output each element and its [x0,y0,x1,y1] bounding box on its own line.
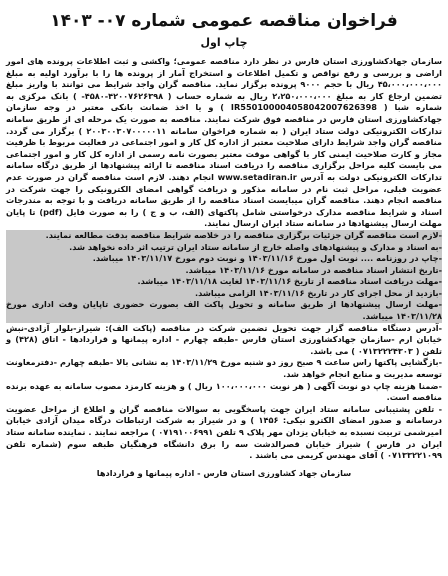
notice-intro-paragraph: سازمان جهادکشاورزی استان فارس در نظر دارد مناقصه عمومی؛ واکشی و ثبت اطلاعات پرونده های امور اراضی و بررسی و رفع نواقص و تکمیل اطلاعات و استخراج آمار از پرونده ها را با برآورد اولیه به مبلغ ۴۵،۰۰۰،۰۰۰،۰۰۰ ریال با حجم ۹۰۰۰ پرونده برگزار نماید. مناقصه گران واجد شرایط می توانند با واریز مبلغ تضمین ارجاع کار به مبلغ ۲،۲۵۰،۰۰۰،۰۰۰ ریال به شماره حساب ( ۴۲۰۰۷۶۲۶۳۹۸-۴۵۸۰- ) بانک مرکزی به شماره شبا ( IR550100004058042007626398 ) و یا اخذ ضمانت بانکی معتبر در وجه سازمان جهادکشاورزی استان فارس در مناقصه فوق شرکت نمایند. مناقصه به صورت یک مرحله ای از طریق سامانه تدارکات الکترونیکی دولت ستاد ایران ( به شماره فراخوان سامانه ۲۰۰۳۰۰۳۰۷۰۰۰۰۰۱۱ ) برگزار می گردد. مناقصه گران واجد شرایط دارای صلاحیت معتبر از اداره کل کار و امور اجتماعی در فعالیت مربوط با ظرفیت مجاز و کارت صلاحیت ایمنی کار با گواهی موقت معتبر بصورت نامه رسمی از اداره کل کار و امور اجتماعی می بایست کلیه مراحل برگزاری مناقصه را دریافت اسناد مناقصه تا ارائه پیشنهادها از طریق درگاه سامانه تدارکات الکترونیکی دولت به آدرس www.setadiran.ir انجام دهند. لازم است مناقصه گران در صورت عدم عضویت قبلی، مراحل ثبت نام در سامانه مذکور و دریافت گواهی امضای الکترونیکی را جهت شرکت در مناقصه انجام دهند. مناقصه گران میبایست اسناد مناقصه را از طریق سامانه دریافت و با توجه به مندرجات اسناد و شرایط مناقصه مدارک درخواستی شامل پاکتهای (الف، ب و ج ) را به صورت فایل (pdf) تا پایان مهلت ارسال پیشنهادها در سامانه ستاد ایران ارسال نمایند. [6,56,443,229]
notice-item: - تلفن پشتیبانی سامانه ستاد ایران جهت پاسخگویی به سوالات مناقصه گران و اطلاع از مراحل عضویت درسامانه و صدور امضای الکترو نیکی: ۱۴۵۶ ) و در شیراز به شرکت ارتباطات درگاه میدان آزادی خیابان امیرشمی تربیت نسبده به خیابان یزدان مهر پلاک ۹ تلفن ۰۷۱۹۱۰۰۶۹۹۱ ) مراجعه نمایند . نماینده سامانه ستاد ایران در فارس ) شیراز خیابان قصرالدشت سه را برق دانشگاه فرهنگیان طبقه سوم (شماره تلفن ۰۷۱۳۳۲۲۱۰۹۹ ) آقای مهندس کریمی می باشند . [6,403,442,461]
notice-item: -آدرس دستگاه مناقصه گزار جهت تحویل تضمین شرکت در مناقصه (پاکت الف): شیراز-بلوار آزادی-نبش خیابان ارم -سازمان جهادکشاورزی استان فارس -طبقه چهارم - اداره پیمانها و قراردادها - اتاق (۴۲۸) و تلفن ( ۰۷۱۳۲۲۲۴۳۰۳ ) می باشد. [6,322,442,356]
notice-footer: سازمان جهاد کشاورزی استان فارس - اداره پیمانها و قراردادها [96,467,352,478]
notice-item: -مهلت ارسال پیشنهادها از طریق سامانه و تحویل پاکت الف بصورت حضوری تاپایان وقت اداری مورخ ۱۴۰۳/۱۱/۲۸ میباشد. [6,299,442,322]
notice-item: -چاپ در روزنامه .... نوبت اول مورخ ۱۴۰۳/۱۱/۱۶ و نوبت دوم مورخ ۱۴۰۳/۱۱/۱۷ میباشد. [6,253,442,265]
notice-item: -مهلت دریافت اسناد مناقصه از تاریخ ۱۴۰۳/۱۱/۱۶ لغایت ۱۴۰۳/۱۱/۱۸ میباشد. [6,276,442,288]
notice-item: -لازم است مناقصه گران جزئیات برگزاری مناقصه را در خلاصه شرایط مناقصه بدقت مطالعه نمایند. [6,230,442,242]
notice-item: -به اسناد و مدارک و پیشنهادهای واصله خارج از سامانه ستاد ایران ترتیب اثر داده نخواهد شد. [6,242,442,254]
notice-edition: چاپ اول [200,36,248,49]
notice-title: فراخوان مناقصه عمومی شماره ۰۷- ۱۴۰۳ [50,11,398,31]
notice-item: -بازگشایی پاکتها راس ساعت ۹ صبح روز دو شنبه مورخ ۱۴۰۳/۱۱/۲۹ به نشانی بالا -طبقه چهارم -دفترمعاونت توسعه مدیریت و منابع انجام خواهد شد. [6,357,442,380]
notice-item: -تاریخ انتشار اسناد مناقصه در سامانه مورخ ۱۴۰۳/۱۱/۱۶ میباشد. [6,265,442,277]
notice-item: -ضمنا هزینه چاپ دو نوبت آگهی ( هر نوبت ۱۰۰،۰۰۰،۰۰۰ ریال ) و هزینه کارمزد مصوب سامانه به عهده برنده مناقصه است. [6,380,442,403]
notice-items [6,230,442,462]
notice-item: -بازدید از محل اجرای کار در تاریخ ۱۴۰۳/۱۱/۱۶ الزامی میباشد. [6,288,442,300]
